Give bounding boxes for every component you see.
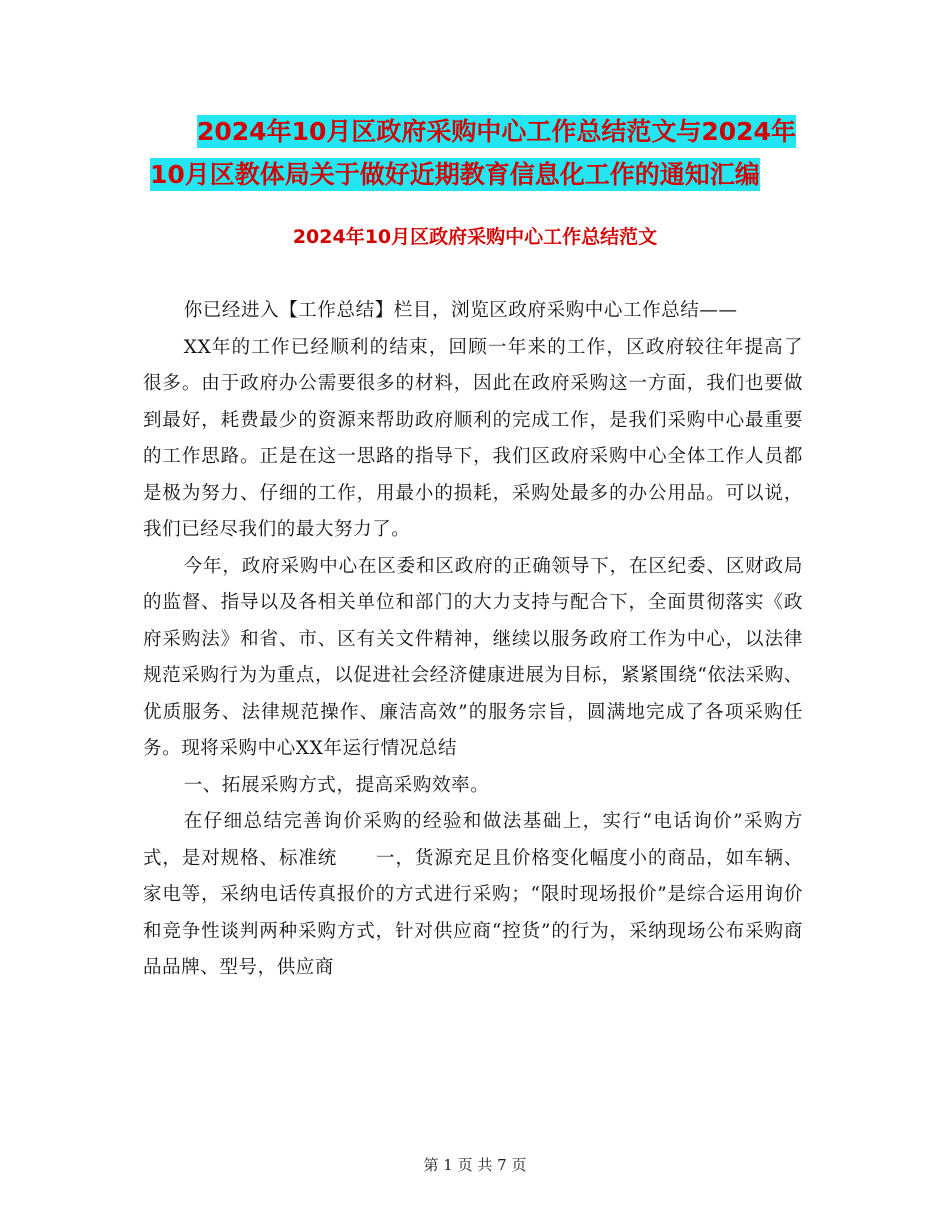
- page-footer: 第 1 页 共 7 页: [423, 1156, 527, 1174]
- paragraph-review: XX年的工作已经顺利的结束，回顾一年来的工作，区政府较往年提高了很多。由于政府办公需要很多的材料，因此在政府采购这一方面，我们也要做到最好，耗费最少的资源来帮助政府顺利的完成工作，是我们采购中心最重要的工作思路。正是在这一思路的指导下，我们区政府采购中心全体工作人员都是极为努力、仔细的工作，用最小的损耗，采购处最多的办公用品。可以说，我们已经尽我们的最大努力了。: [143, 336, 803, 540]
- title-line-2: 10月区教体局关于做好近期教育信息化工作的通知汇编: [150, 160, 760, 189]
- title-line-1: 2024年10月区政府采购中心工作总结范文与2024年: [197, 117, 796, 146]
- section-title: 2024年10月区政府采购中心工作总结范文: [292, 226, 658, 248]
- paragraph-summary: 今年，政府采购中心在区委和区政府的正确领导下，在区纪委、区财政局的监督、指导以及各相关单位和部门的大力支持与配合下，全面贯彻落实《政府采购法》和省、市、区有关文件精神，继续以服务政府工作为中心，以法律规范采购行为为重点，以促进社会经济健康进展为目标，紧紧围绕“依法采购、优质服务、法律规范操作、廉洁高效”的服务宗旨，圆满地完成了各项采购任务。现将采购中心XX年运行情况总结: [143, 555, 803, 759]
- paragraph-intro: 你已经进入【工作总结】栏目，浏览区政府采购中心工作总结——: [183, 300, 738, 321]
- document-body: [143, 293, 803, 987]
- paragraph-methods: 在仔细总结完善询价采购的经验和做法基础上，实行“电话询价”采购方式，是对规格、标准统 一，货源充足且价格变化幅度小的商品，如车辆、家电等，采纳电话传真报价的方式进行采购；“限时现场报价”是综合运用询价和竞争性谈判两种采购方式，针对供应商“控货”的行为，采纳现场公布采购商品品牌、型号，供应商: [143, 811, 803, 978]
- paragraph-heading-1: 一、拓展采购方式，提高采购效率。: [183, 774, 490, 796]
- document-title: [150, 110, 810, 196]
